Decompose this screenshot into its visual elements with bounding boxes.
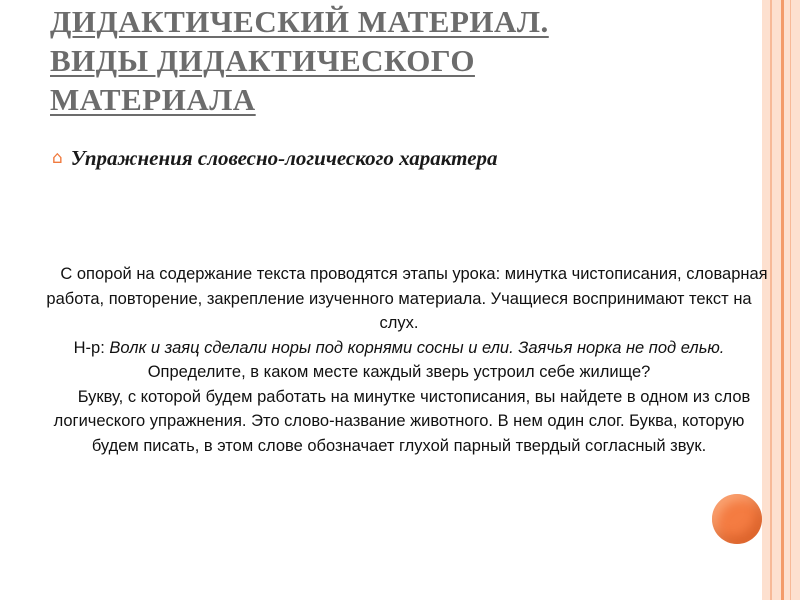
- title-line-3: МАТЕРИАЛА: [50, 82, 256, 117]
- decorative-band-line: [781, 0, 784, 600]
- body-text: [28, 262, 770, 458]
- bullet-icon: ⌂: [52, 148, 63, 168]
- title-line-2: ВИДЫ ДИДАКТИЧЕСКОГО: [50, 43, 475, 78]
- slide-title: [50, 2, 750, 119]
- title-line-1: ДИДАКТИЧЕСКИЙ МАТЕРИАЛ.: [50, 4, 549, 39]
- decorative-band-line: [790, 0, 791, 600]
- bullet-text: Упражнения словесно-логического характера: [70, 146, 498, 170]
- example-paragraph: [28, 336, 770, 361]
- body-paragraph-2: Букву, с которой будем работать на минутке чистописания, вы найдете в одном из слов логического упражнения. Это слово-название животного. В нем один слог. Буква, которую будем писать, в этом слове обозначает глухой парный твердый согласный звук.: [53, 387, 751, 455]
- decorative-band-line: [770, 0, 772, 600]
- question-paragraph: Определите, в каком месте каждый зверь устроил себе жилище?: [147, 363, 651, 381]
- body-paragraph-1: С опорой на содержание текста проводятся этапы урока: минутка чистописания, словарная работа, повторение, закрепление изученного материала. Учащиеся воспринимают текст на слух.: [46, 265, 768, 332]
- example-text: Волк и заяц сделали норы под корнями сосны и ели. Заячья норка не под елью.: [109, 338, 725, 357]
- bullet-item: [52, 146, 742, 171]
- example-prefix: Н-р:: [73, 338, 110, 357]
- decorative-orange-circle: [712, 494, 762, 544]
